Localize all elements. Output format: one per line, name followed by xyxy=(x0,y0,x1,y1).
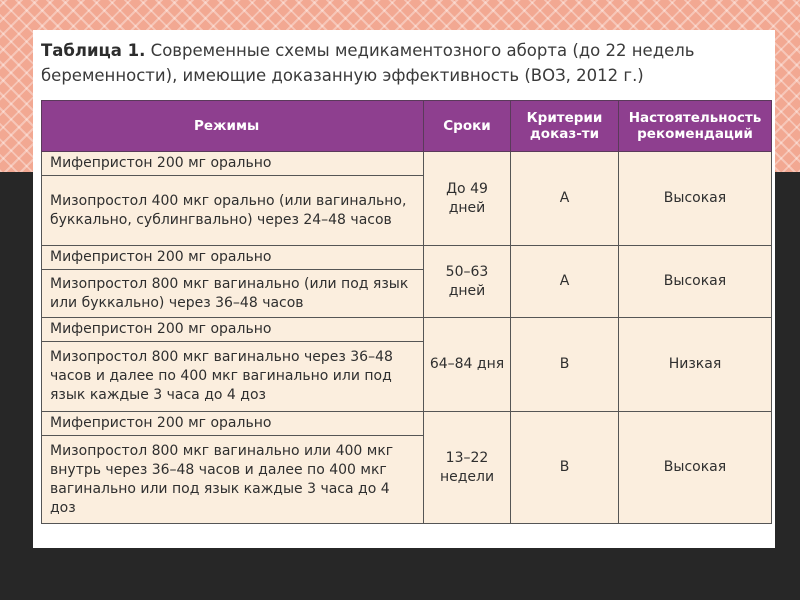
regimen-cell: Мифепристон 200 мг орально xyxy=(42,246,424,270)
regimen-cell: Мифепристон 200 мг орально xyxy=(42,412,424,436)
header-strength: Настоятельность рекомендаций xyxy=(619,101,772,152)
table-row xyxy=(42,152,772,176)
evidence-cell: A xyxy=(511,246,619,318)
caption-text: Современные схемы медикаментозного аборта (до 22 недель беременности), имеющие доказанную эффективность (ВОЗ, 2012 г.) xyxy=(41,41,695,85)
evidence-cell: A xyxy=(511,152,619,246)
evidence-cell: B xyxy=(511,318,619,412)
table-row xyxy=(42,412,772,436)
strength-cell: Высокая xyxy=(619,246,772,318)
regimen-cell: Мифепристон 200 мг орально xyxy=(42,318,424,342)
strength-cell: Высокая xyxy=(619,152,772,246)
header-evidence: Критерии доказ-ти xyxy=(511,101,619,152)
regimen-cell: Мизопростол 800 мкг вагинально через 36–48 часов и далее по 400 мкг вагинально или под язык каждые 3 часа до 4 доз xyxy=(42,342,424,412)
regimen-cell: Мифепристон 200 мг орально xyxy=(42,152,424,176)
term-cell: 50–63 дней xyxy=(424,246,511,318)
evidence-cell: B xyxy=(511,412,619,524)
header-regimens: Режимы xyxy=(42,101,424,152)
table-caption xyxy=(41,38,771,88)
term-cell: До 49 дней xyxy=(424,152,511,246)
caption-prefix: Таблица 1. xyxy=(41,41,146,60)
term-cell: 64–84 дня xyxy=(424,318,511,412)
regimen-cell: Мизопростол 400 мкг орально (или вагинально, буккально, сублингвально) через 24–48 часов xyxy=(42,176,424,246)
strength-cell: Высокая xyxy=(619,412,772,524)
table-header-row xyxy=(42,101,772,152)
header-term: Сроки xyxy=(424,101,511,152)
table-row xyxy=(42,246,772,270)
regimen-cell: Мизопростол 800 мкг вагинально или 400 мкг внутрь через 36–48 часов и далее по 400 мкг вагинально или под язык каждые 3 часа до 4 доз xyxy=(42,436,424,524)
term-cell: 13–22 недели xyxy=(424,412,511,524)
slide-card xyxy=(33,30,775,548)
strength-cell: Низкая xyxy=(619,318,772,412)
table-row xyxy=(42,318,772,342)
regimens-table xyxy=(41,100,772,524)
regimen-cell: Мизопростол 800 мкг вагинально (или под язык или буккально) через 36–48 часов xyxy=(42,270,424,318)
